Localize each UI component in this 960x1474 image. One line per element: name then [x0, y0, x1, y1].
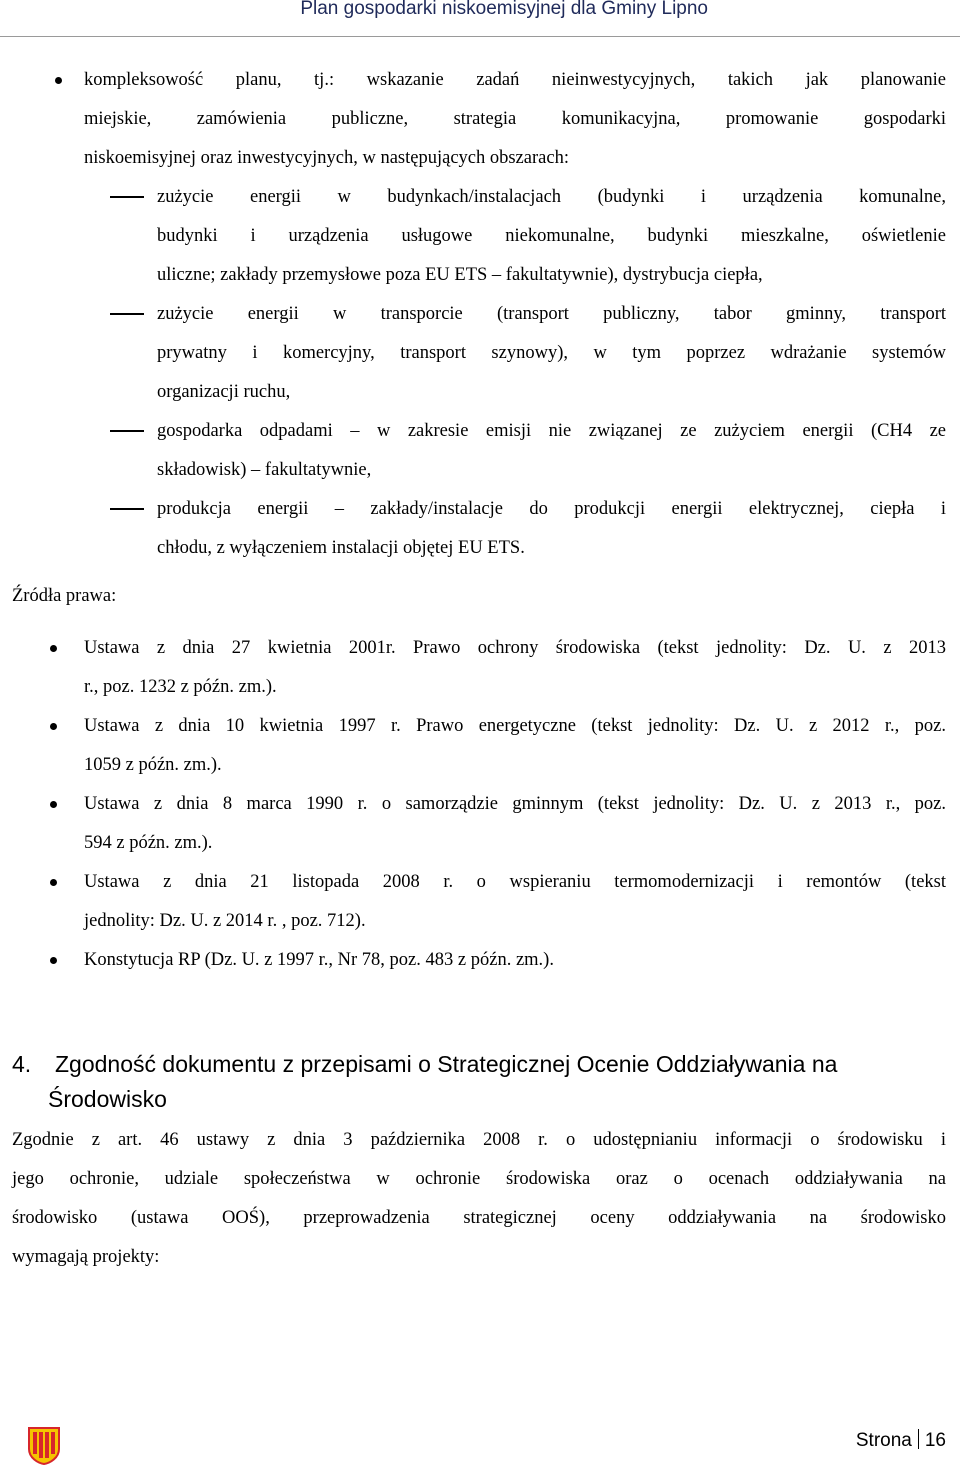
bullet-icon	[50, 879, 57, 886]
text-line: kompleksowość planu, tj.: wskazanie zadań nieinwestycyjnych, takich jak planowanie	[84, 70, 946, 90]
text-line: Ustawa z dnia 21 listopada 2008 r. o wspieraniu termomodernizacji i remontów (tekst	[84, 872, 946, 892]
bullet-icon	[50, 723, 57, 730]
text-line: Zgodnie z art. 46 ustawy z dnia 3 października 2008 r. o udostępnianiu informacji o środowisku i	[12, 1130, 946, 1150]
text-line: Ustawa z dnia 10 kwietnia 1997 r. Prawo energetyczne (tekst jednolity: Dz. U. z 2012 r., poz.	[84, 716, 946, 736]
text-line: Ustawa z dnia 8 marca 1990 r. o samorządzie gminnym (tekst jednolity: Dz. U. z 2013 r., poz.	[84, 794, 946, 814]
section-title: Zgodność dokumentu z przepisami o Strategicznej Ocenie Oddziaływania na	[55, 1051, 838, 1077]
section-title: Środowisko	[48, 1086, 167, 1112]
dash-icon	[110, 508, 144, 510]
text-line: produkcja energii – zakłady/instalacje do produkcji energii elektrycznej, ciepła i	[157, 499, 946, 519]
text-line: jednolity: Dz. U. z 2014 r. , poz. 712).	[84, 911, 366, 931]
text-line: zużycie energii w budynkach/instalacjach (budynki i urządzenia komunalne,	[157, 187, 946, 207]
sources-label: Źródła prawa:	[12, 586, 117, 606]
bullet-icon	[55, 77, 62, 84]
text-line: zużycie energii w transporcie (transport publiczny, tabor gminny, transport	[157, 304, 946, 324]
bullet-icon	[50, 645, 57, 652]
text-line: wymagają projekty:	[12, 1247, 160, 1267]
text-line: uliczne; zakłady przemysłowe poza EU ETS – fakultatywnie), dystrybucja ciepła,	[157, 265, 763, 285]
text-line: organizacji ruchu,	[157, 382, 291, 402]
text-line: jego ochronie, udziale społeczeństwa w ochronie środowiska oraz o ocenach oddziaływania na	[12, 1169, 946, 1189]
text-line: 594 z późn. zm.).	[84, 833, 213, 853]
bullet-icon	[50, 957, 57, 964]
text-line: Konstytucja RP (Dz. U. z 1997 r., Nr 78, poz. 483 z późn. zm.).	[84, 950, 554, 970]
page-number	[856, 1429, 946, 1452]
text-line: prywatny i komercyjny, transport szynowy), w tym poprzez wdrażanie systemów	[157, 343, 946, 363]
coat-of-arms-logo	[28, 1427, 60, 1465]
text-line: składowisk) – fakultatywnie,	[157, 460, 372, 480]
text-line: budynki i urządzenia usługowe niekomunalne, budynki mieszkalne, oświetlenie	[157, 226, 946, 246]
dash-icon	[110, 196, 144, 198]
page-number-value: 16	[924, 1430, 946, 1451]
page-label: Strona	[855, 1430, 912, 1451]
text-line: środowisko (ustawa OOŚ), przeprowadzenia strategicznej oceny oddziaływania na środowisko	[12, 1208, 946, 1228]
text-line: chłodu, z wyłączeniem instalacji objętej EU ETS.	[157, 538, 525, 558]
text-line: gospodarka odpadami – w zakresie emisji nie związanej ze zużyciem energii (CH4 ze	[157, 421, 946, 441]
dash-icon	[110, 430, 144, 432]
separator	[918, 1429, 919, 1449]
dash-icon	[110, 313, 144, 315]
text-line: r., poz. 1232 z późn. zm.).	[84, 677, 277, 697]
page-header	[0, 0, 960, 37]
text-line: 1059 z późn. zm.).	[84, 755, 222, 775]
header-title: Plan gospodarki niskoemisyjnej dla Gminy Lipno	[300, 0, 708, 19]
text-line: niskoemisyjnej oraz inwestycyjnych, w następujących obszarach:	[84, 148, 569, 168]
text-line: miejskie, zamówienia publiczne, strategia komunikacyjna, promowanie gospodarki	[84, 109, 946, 129]
text-line: Ustawa z dnia 27 kwietnia 2001r. Prawo ochrony środowiska (tekst jednolity: Dz. U. z 2013	[84, 638, 946, 658]
section-number: 4.	[12, 1051, 32, 1077]
bullet-icon	[50, 801, 57, 808]
